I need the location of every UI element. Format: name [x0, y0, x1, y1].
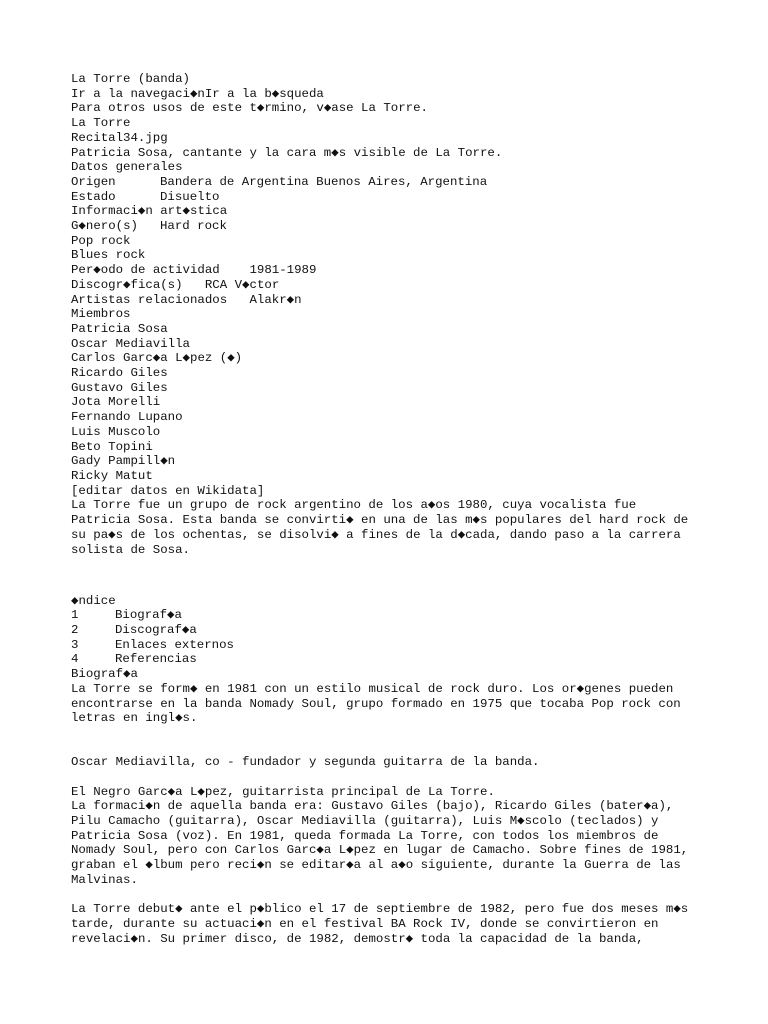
member-item[interactable]: Ricky Matut — [71, 468, 153, 483]
image-caption-garcia-lopez: El Negro Garc◆a L◆pez, guitarrista principal de La Torre. — [71, 784, 495, 799]
image-caption-mediavilla: Oscar Mediavilla, co - fundador y segunda guitarra de la banda. — [71, 755, 540, 770]
member-item[interactable]: Luis Muscolo — [71, 424, 161, 439]
genre-item[interactable]: Blues rock — [71, 248, 146, 263]
artistas-value[interactable]: Alakr◆n — [249, 292, 302, 307]
toc-item-label[interactable]: Discograf◆a — [115, 622, 197, 637]
toc-item-label[interactable]: Biograf◆a — [115, 608, 182, 623]
disambiguation-note: Para otros usos de este t◆rmino, v◆ase La Torre. — [71, 101, 428, 116]
infobox-image-filename[interactable]: Recital34.jpg — [71, 130, 168, 145]
origen-value[interactable]: Bandera de Argentina Buenos Aires, Argentina — [160, 174, 488, 189]
member-item[interactable]: Carlos Garc◆a L◆pez (◆) — [71, 351, 243, 366]
toc-item-label[interactable]: Referencias — [115, 652, 197, 667]
spacer — [71, 741, 728, 756]
discografica-value[interactable]: RCA V◆ctor — [204, 277, 280, 292]
member-item[interactable]: Ricardo Giles — [71, 366, 168, 381]
infobox-name: La Torre — [71, 116, 131, 131]
bio-paragraph-line: Nomady Soul, pero con Carlos Garc◆a L◆pez en lugar de Camacho. Sobre fines de 1981, — [71, 843, 689, 858]
spacer — [71, 557, 728, 572]
spacer — [71, 770, 728, 785]
toc-item[interactable] — [71, 623, 728, 638]
toc-item-label[interactable]: Enlaces externos — [115, 637, 234, 652]
member-item[interactable]: Patricia Sosa — [71, 321, 168, 336]
intro-line: La Torre fue un grupo de rock argentino de los a◆os 1980, cuya vocalista fue — [71, 498, 637, 513]
genero-label: G◆nero(s) — [71, 219, 138, 234]
infobox-row-discografica — [71, 278, 728, 293]
infobox-row-periodo — [71, 263, 728, 278]
estado-value: Disuelto — [160, 189, 220, 204]
bio-paragraph-line: graban el ◆lbum pero reci◆n se editar◆a al a◆o siguiente, durante la Guerra de las — [71, 858, 681, 873]
infobox-section-members: Miembros — [71, 307, 131, 322]
member-item[interactable]: Fernando Lupano — [71, 410, 183, 425]
member-item[interactable]: Oscar Mediavilla — [71, 336, 190, 351]
bio-paragraph-line: La Torre debut◆ ante el p◆blico el 17 de septiembre de 1982, pero fue dos meses m◆s — [71, 902, 689, 917]
skip-navigation-links[interactable]: Ir a la navegaci◆nIr a la b◆squeda — [71, 86, 324, 101]
bio-paragraph-line: tarde, durante su actuaci◆n en el festival BA Rock IV, donde se convirtieron en — [71, 916, 659, 931]
infobox-row-artistas — [71, 293, 728, 308]
bio-paragraph-line: Malvinas. — [71, 872, 138, 887]
bio-paragraph-line: La Torre se form◆ en 1981 con un estilo musical de rock duro. Los or◆genes pueden — [71, 681, 674, 696]
intro-line: Patricia Sosa. Esta banda se convirti◆ en una de las m◆s populares del hard rock de — [71, 513, 689, 528]
bio-paragraph-line: letras en ingl◆s. — [71, 711, 198, 726]
edit-wikidata-link[interactable]: [editar datos en Wikidata] — [71, 483, 265, 498]
toc-item-number: 2 — [71, 622, 79, 637]
article-title: La Torre (banda) — [71, 72, 190, 86]
member-item[interactable]: Beto Topini — [71, 439, 153, 454]
bio-paragraph-line: encontrarse en la banda Nomady Soul, grupo formado en 1975 que tocaba Pop rock con — [71, 696, 681, 711]
spacer — [71, 572, 728, 587]
member-item[interactable]: Gustavo Giles — [71, 380, 168, 395]
bio-paragraph-line: Pilu Camacho (guitarra), Oscar Mediavilla (guitarra), Luis M◆scolo (teclados) y — [71, 814, 659, 829]
intro-line: su pa◆s de los ochentas, se disolvi◆ a fines de la d◆cada, dando paso a la carrera — [71, 527, 681, 542]
infobox-row-genero — [71, 219, 728, 234]
spacer — [71, 587, 728, 594]
toc-item[interactable] — [71, 608, 728, 623]
toc-item-number: 1 — [71, 608, 79, 623]
infobox-section-artistic: Informaci◆n art◆stica — [71, 204, 228, 219]
genero-value[interactable]: Hard rock — [160, 219, 227, 234]
infobox-row-estado — [71, 190, 728, 205]
member-item[interactable]: Jota Morelli — [71, 395, 161, 410]
bio-paragraph-line: revelaci◆n. Su primer disco, de 1982, demostr◆ toda la capacidad de la banda, — [71, 931, 644, 946]
member-item[interactable]: Gady Pampill◆n — [71, 454, 176, 469]
genre-item[interactable]: Pop rock — [71, 233, 131, 248]
toc-heading: ◆ndice — [71, 593, 116, 608]
toc-item[interactable] — [71, 638, 728, 653]
periodo-label: Per◆odo de actividad — [71, 263, 220, 278]
toc-item[interactable] — [71, 652, 728, 667]
infobox-image-caption: Patricia Sosa, cantante y la cara m◆s visible de La Torre. — [71, 145, 503, 160]
toc-item-number: 4 — [71, 652, 79, 667]
bio-paragraph-line: La formaci◆n de aquella banda era: Gustavo Giles (bajo), Ricardo Giles (bater◆a), — [71, 799, 674, 814]
estado-label: Estado — [71, 189, 116, 204]
document-body — [71, 72, 728, 946]
origen-label: Origen — [71, 174, 116, 189]
toc-item-number: 3 — [71, 637, 79, 652]
infobox-section-general: Datos generales — [71, 160, 183, 175]
spacer — [71, 888, 728, 903]
infobox-row-origen — [71, 175, 728, 190]
spacer — [71, 726, 728, 741]
discografica-label: Discogr◆fica(s) — [71, 277, 183, 292]
section-heading-biografia: Biograf◆a — [71, 667, 138, 682]
artistas-label: Artistas relacionados — [71, 292, 228, 307]
bio-paragraph-line: Patricia Sosa (voz). En 1981, queda formada La Torre, con todos los miembros de — [71, 828, 659, 843]
periodo-value: 1981-1989 — [249, 263, 317, 278]
intro-line: solista de Sosa. — [71, 542, 190, 557]
